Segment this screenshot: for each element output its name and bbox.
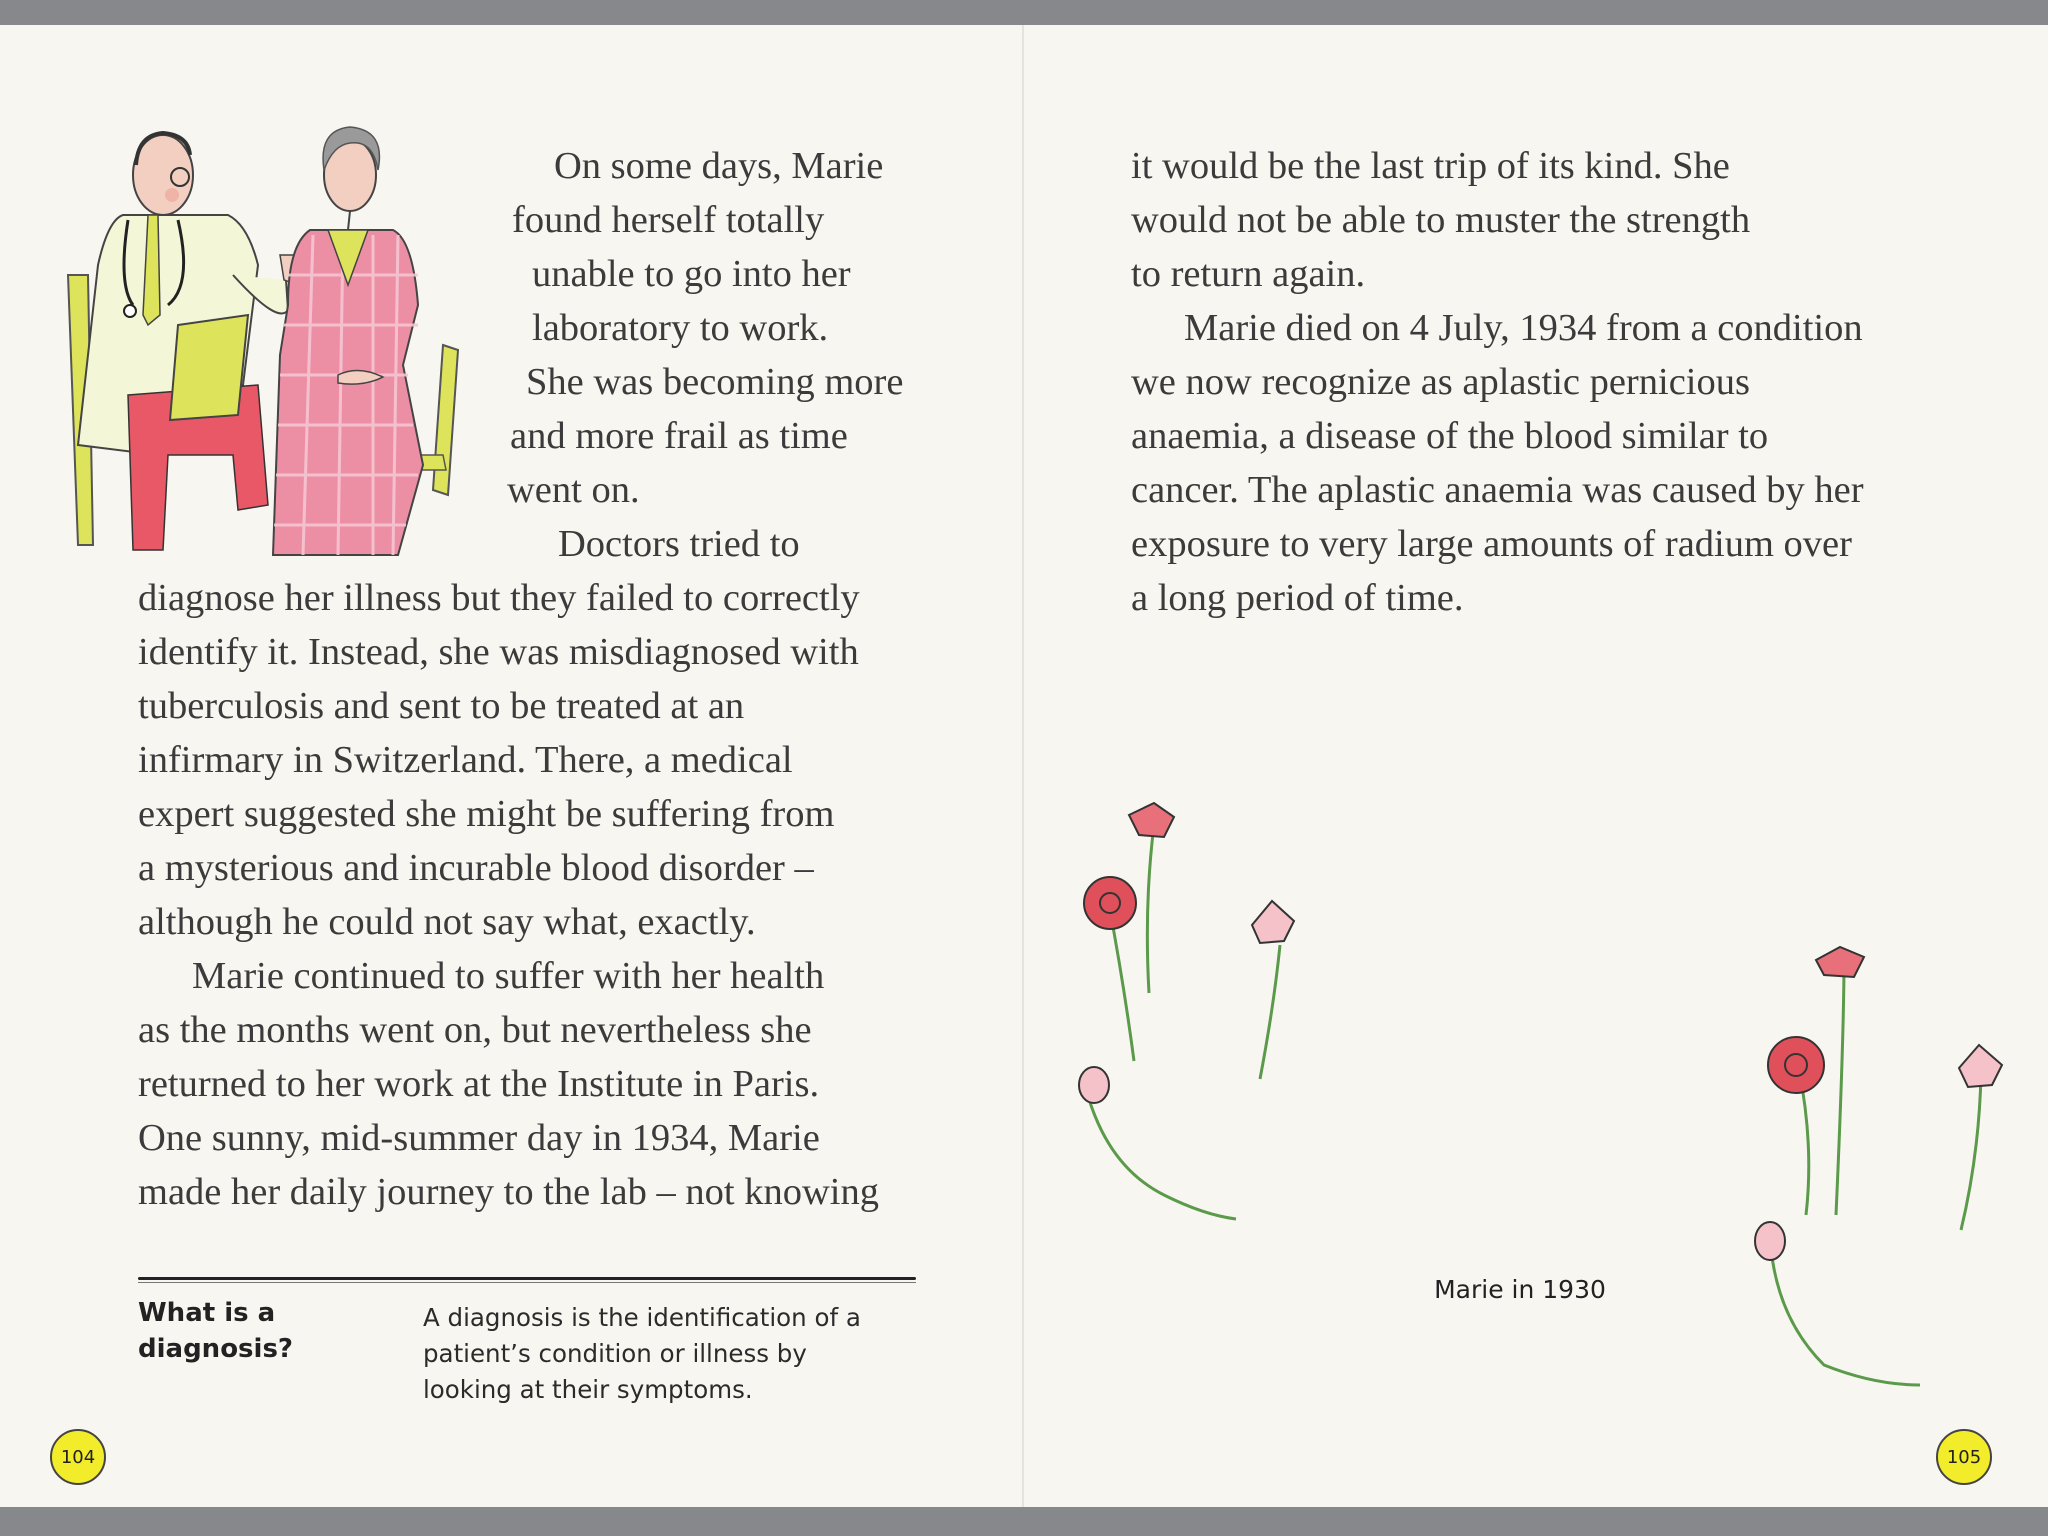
glossary-divider-shadow [138,1282,916,1283]
right-page [1024,25,2048,1507]
text-line: went on. [507,469,640,511]
text-line: exposure to very large amounts of radium over [1131,523,1852,565]
glossary-term: What is a diagnosis? [138,1298,293,1364]
text-line: a long period of time. [1131,577,1464,619]
text-line: anaemia, a disease of the blood similar to [1131,415,1769,457]
glossary-definition: A diagnosis is the identification of a patient’s condition or illness by looking at their symptoms. [423,1303,861,1404]
red-flower-2 [1768,1037,1824,1093]
text-line: One sunny, mid-summer day in 1934, Marie [138,1117,820,1159]
text-line: On some days, Marie [554,145,884,187]
text-line: tuberculosis and sent to be treated at an [138,685,745,727]
text-line: expert suggested she might be suffering from [138,793,835,835]
page-number-right: 105 [1936,1429,1992,1485]
text-line: infirmary in Switzerland. There, a medical [138,739,793,781]
text-line: unable to go into her [532,253,851,295]
text-line: it would be the last trip of its kind. She [1131,145,1730,187]
glossary-divider [138,1277,916,1280]
left-page [0,25,1023,1507]
text-line: as the months went on, but nevertheless she [138,1009,812,1051]
text-line: made her daily journey to the lab – not knowing [138,1171,879,1213]
text-line: returned to her work at the Institute in Paris. [138,1063,820,1105]
text-line: Doctors tried to [558,523,800,565]
text-line: although he could not say what, exactly. [138,901,756,943]
text-line: to return again. [1131,253,1366,295]
page-number-left: 104 [50,1429,106,1485]
text-line: She was becoming more [526,361,904,403]
doctor-patient-illustration [48,125,498,570]
text-line: and more frail as time [510,415,848,457]
text-line: Marie continued to suffer with her health [192,955,825,997]
text-line: diagnose her illness but they failed to correctly [138,577,860,619]
photo-caption: Marie in 1930 [1434,1275,1606,1304]
text-line: identify it. Instead, she was misdiagnosed with [138,631,859,673]
text-line: we now recognize as aplastic pernicious [1131,361,1750,403]
red-flower-1 [1084,877,1136,929]
text-line: a mysterious and incurable blood disorder – [138,847,814,889]
text-line: would not be able to muster the strength [1131,199,1751,241]
text-line: found herself totally [512,199,825,241]
text-line: laboratory to work. [532,307,829,349]
text-line: Marie died on 4 July, 1934 from a condition [1184,307,1863,349]
text-line: cancer. The aplastic anaemia was caused by her [1131,469,1864,511]
